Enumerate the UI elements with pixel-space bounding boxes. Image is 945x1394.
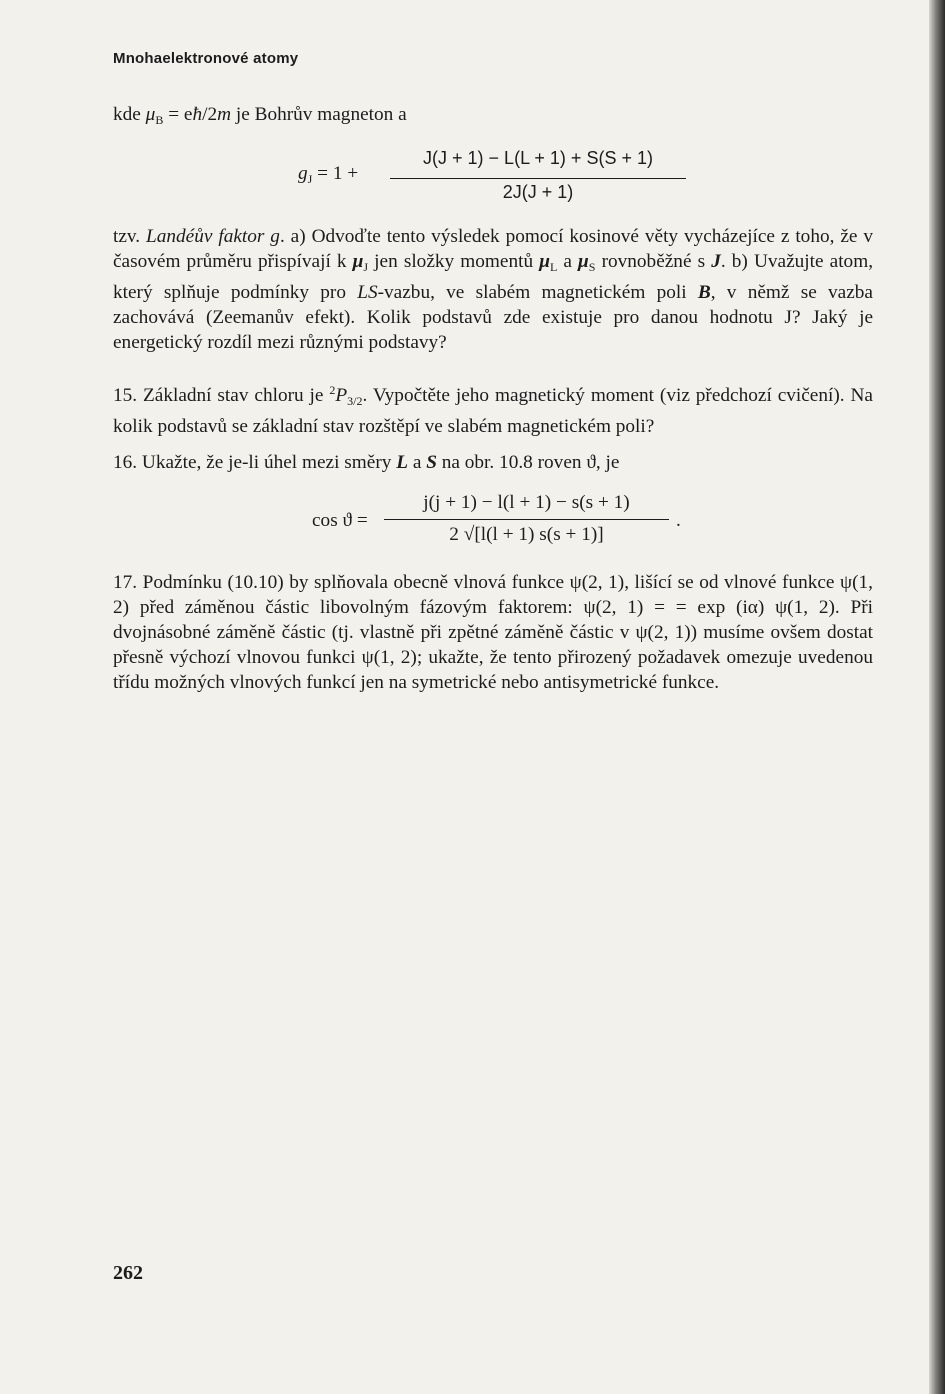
lande-factor-term: Landéův faktor g (146, 226, 280, 247)
cos-denominator: 2 √[l(l + 1) s(s + 1)] (449, 524, 604, 545)
mu-subscript: B (155, 113, 164, 127)
ex15-sup: 2 (329, 383, 336, 397)
para-a-t7: a (557, 251, 579, 272)
ex15-t2: . Vypočtěte jeho magnetický moment (viz předchozí cvičení). Na kolik podstavů se základní stav rozštěpí ve slabém magnetickém poli? (113, 385, 873, 437)
hbar-symbol: ħ (192, 104, 203, 125)
page-number: 262 (113, 1262, 143, 1284)
lande-lhs (298, 163, 358, 187)
mass-symbol: m (217, 104, 232, 125)
page-edge-shadow (929, 0, 945, 1394)
intro-suffix: je Bohrův magneton a (231, 104, 407, 125)
ex16-t3: na obr. 10.8 roven ϑ, je (436, 452, 620, 473)
para-a-t3: . a) Odvoďte tento výsledek pomocí kosinové věty vycházejíce z toho, že v časovém průměru přispívají k (113, 226, 873, 272)
para-a-t15: , v němž se vazba zachovává (Zeemanův efekt). Kolik podstavů zde existuje pro danou hodnotu J? Jaký je energetický rozdíl mezi různými podstavy? (113, 282, 873, 353)
exercise-15 (113, 378, 873, 439)
para-a-t1: tzv. (113, 226, 147, 247)
intro-line (113, 104, 407, 128)
l-vector: L (396, 452, 408, 473)
mu-l-sub: L (549, 260, 558, 274)
intro-prefix: kde (113, 104, 146, 125)
cos-lhs: cos ϑ = (312, 510, 368, 531)
lande-denominator: 2J(J + 1) (502, 182, 574, 202)
cos-period: . (676, 510, 681, 531)
cos-numerator: j(j + 1) − l(l + 1) − s(s + 1) (423, 492, 630, 513)
ex15-sub: 3/2 (347, 394, 363, 408)
para-a-t13: -vazbu, ve slabém magnetickém poli (377, 282, 698, 303)
running-head: Mnohaelektronové atomy (113, 50, 299, 67)
mu-l-symbol: μ (539, 251, 550, 272)
mu-j-symbol: μ (352, 251, 364, 272)
exercise-17: 17. Podmínku (10.10) by splňovala obecně vlnová funkce ψ(2, 1), lišící se od vlnové funkce ψ(1, 2) před záměnou částic libovolným fázovým faktorem: ψ(2, 1) = = exp (iα) ψ(1, 2). Při dvojnásobné záměně částic (tj. vlastně při zpětné záměně částic v ψ(2, 1)) musíme ovšem dostat přesně výchozí vlnovou funkci ψ(1, 2); ukažte, že tento přirozený požadavek omezuje uvedenou třídu možných vlnových funkcí jen na symetrické nebo antisymetrické funkce. (113, 572, 873, 693)
mu-s-sub: S (588, 260, 596, 274)
intro-equals: = e (163, 104, 193, 125)
ex15-t1: 15. Základní stav chloru je (113, 385, 330, 406)
ex16-t1: 16. Ukažte, že je-li úhel mezi směry (113, 452, 397, 473)
mu-symbol: μ (145, 104, 156, 125)
b-field-vector: B (697, 282, 711, 303)
para-a-t9: rovnoběžné s (595, 251, 712, 272)
para-a-t5: jen složky momentů (368, 251, 540, 272)
para-a-t11: . b) Uvažujte atom, který splňuje podmínky pro (113, 251, 874, 303)
lande-exercise-paragraph (113, 224, 873, 355)
lande-numerator: J(J + 1) − L(L + 1) + S(S + 1) (423, 148, 653, 168)
mu-s-symbol: μ (578, 251, 589, 272)
mu-j-sub: J (363, 260, 369, 274)
intro-rest: /2 (202, 104, 218, 125)
ex16-t2: a (408, 452, 427, 473)
exercise-16 (113, 450, 873, 475)
ls-coupling: LS (357, 282, 378, 303)
lande-fraction-rule (390, 178, 686, 179)
j-vector: J (711, 251, 721, 272)
ex15-term: P (335, 385, 348, 406)
lande-lhs-rest: = 1 + (312, 163, 359, 184)
cos-fraction-rule (384, 519, 669, 520)
lande-g-sub: J (307, 172, 313, 186)
s-vector: S (426, 452, 437, 473)
lande-g: g (298, 163, 308, 184)
